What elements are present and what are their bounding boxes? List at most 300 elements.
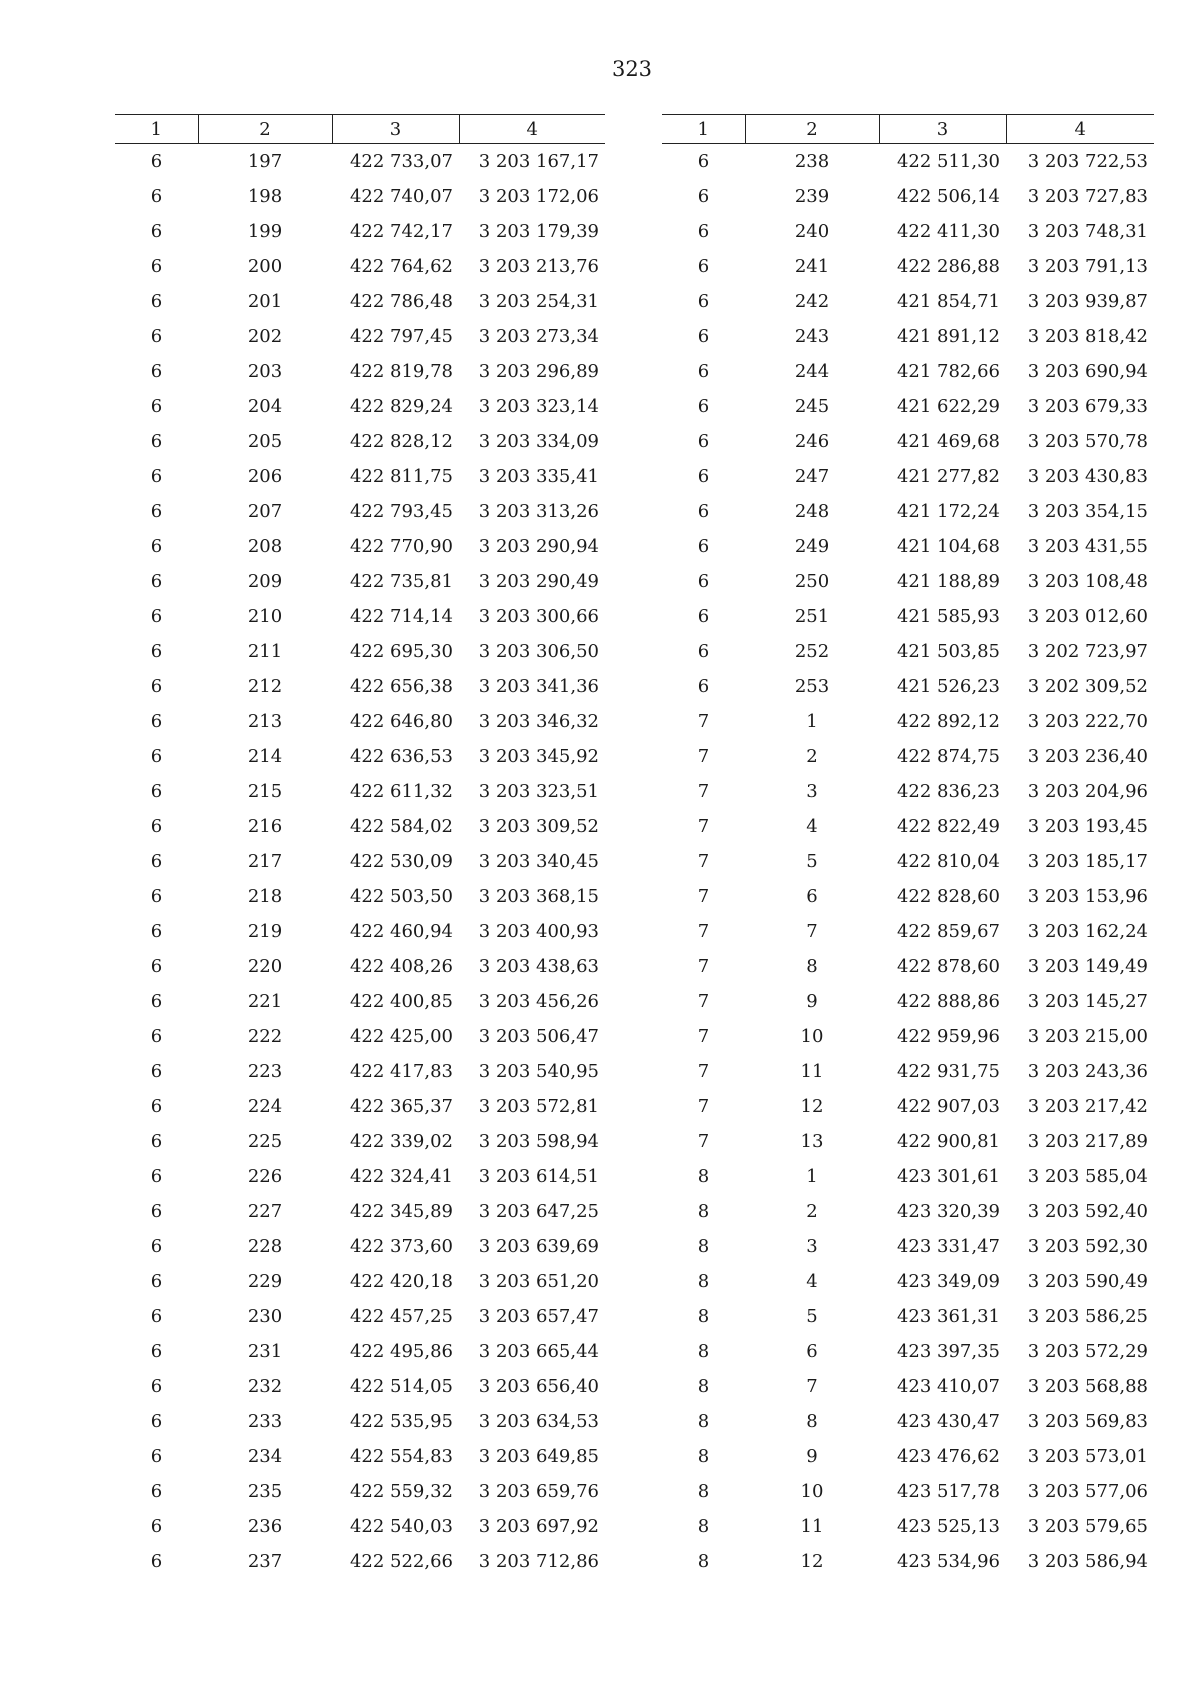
x-coordinate-cell: 422 819,78	[349, 361, 453, 382]
table-row	[662, 1369, 1154, 1404]
table-row	[662, 949, 1154, 984]
y-coordinate-cell: 3 203 172,06	[478, 186, 599, 207]
x-coordinate-cell: 422 530,09	[349, 851, 453, 872]
x-coordinate-cell: 423 430,47	[896, 1411, 1000, 1432]
point-number-cell: 231	[247, 1341, 283, 1362]
table-row	[115, 599, 605, 634]
x-coordinate-cell: 422 460,94	[349, 921, 453, 942]
table-row	[115, 1194, 605, 1229]
x-coordinate-cell: 422 810,04	[896, 851, 1000, 872]
zone-cell: 6	[150, 536, 163, 557]
x-coordinate-cell: 422 828,12	[349, 431, 453, 452]
zone-cell: 6	[697, 291, 710, 312]
zone-cell: 6	[150, 711, 163, 732]
table-row	[662, 459, 1154, 494]
point-number-cell: 236	[247, 1516, 283, 1537]
point-number-cell: 213	[247, 711, 283, 732]
point-number-cell: 222	[247, 1026, 283, 1047]
y-coordinate-cell: 3 203 309,52	[478, 816, 599, 837]
table-row	[662, 879, 1154, 914]
y-coordinate-cell: 3 203 185,17	[1027, 851, 1148, 872]
table-row	[115, 459, 605, 494]
point-number-cell: 206	[247, 466, 283, 487]
y-coordinate-cell: 3 203 313,26	[478, 501, 599, 522]
table-row	[662, 669, 1154, 704]
point-number-cell: 219	[247, 921, 283, 942]
point-number-cell: 250	[794, 571, 830, 592]
y-coordinate-cell: 3 203 818,42	[1027, 326, 1148, 347]
x-coordinate-cell: 423 476,62	[896, 1446, 1000, 1467]
x-coordinate-cell: 422 503,50	[349, 886, 453, 907]
table-row	[115, 424, 605, 459]
point-number-cell: 208	[247, 536, 283, 557]
table-row	[115, 1159, 605, 1194]
column-header-2: 2	[745, 115, 879, 144]
x-coordinate-cell: 422 878,60	[896, 956, 1000, 977]
y-coordinate-cell: 3 203 345,92	[478, 746, 599, 767]
table-row	[115, 389, 605, 424]
table-row	[662, 494, 1154, 529]
table-row	[662, 1019, 1154, 1054]
zone-cell: 8	[697, 1271, 710, 1292]
y-coordinate-cell: 3 202 309,52	[1027, 676, 1148, 697]
table-row	[662, 1509, 1154, 1544]
y-coordinate-cell: 3 203 506,47	[478, 1026, 599, 1047]
zone-cell: 7	[697, 886, 710, 907]
zone-cell: 8	[697, 1166, 710, 1187]
table-row	[115, 1264, 605, 1299]
table-row	[662, 1159, 1154, 1194]
table-row	[115, 844, 605, 879]
point-number-cell: 200	[247, 256, 283, 277]
x-coordinate-cell: 421 854,71	[896, 291, 1000, 312]
point-number-cell: 248	[794, 501, 830, 522]
point-number-cell: 243	[794, 326, 830, 347]
zone-cell: 8	[697, 1446, 710, 1467]
x-coordinate-cell: 422 888,86	[896, 991, 1000, 1012]
x-coordinate-cell: 422 495,86	[349, 1341, 453, 1362]
point-number-cell: 228	[247, 1236, 283, 1257]
table-row	[662, 1054, 1154, 1089]
zone-cell: 7	[697, 816, 710, 837]
table-row	[662, 179, 1154, 214]
zone-cell: 7	[697, 991, 710, 1012]
y-coordinate-cell: 3 203 748,31	[1027, 221, 1148, 242]
x-coordinate-cell: 422 786,48	[349, 291, 453, 312]
x-coordinate-cell: 422 540,03	[349, 1516, 453, 1537]
zone-cell: 7	[697, 851, 710, 872]
y-coordinate-cell: 3 203 213,76	[478, 256, 599, 277]
table-row	[662, 1474, 1154, 1509]
zone-cell: 6	[150, 431, 163, 452]
zone-cell: 6	[150, 1341, 163, 1362]
point-number-cell: 218	[247, 886, 283, 907]
table-row	[115, 1019, 605, 1054]
zone-cell: 6	[150, 991, 163, 1012]
y-coordinate-cell: 3 203 296,89	[478, 361, 599, 382]
y-coordinate-cell: 3 203 108,48	[1027, 571, 1148, 592]
y-coordinate-cell: 3 203 204,96	[1027, 781, 1148, 802]
point-number-cell: 244	[794, 361, 830, 382]
table-row	[662, 634, 1154, 669]
zone-cell: 6	[150, 816, 163, 837]
table-row	[115, 529, 605, 564]
table-row	[662, 284, 1154, 319]
column-header-3: 3	[879, 115, 1006, 144]
x-coordinate-cell: 421 622,29	[896, 396, 1000, 417]
zone-cell: 8	[697, 1376, 710, 1397]
x-coordinate-cell: 421 172,24	[896, 501, 1000, 522]
y-coordinate-cell: 3 203 217,89	[1027, 1131, 1148, 1152]
y-coordinate-cell: 3 203 323,14	[478, 396, 599, 417]
y-coordinate-cell: 3 203 273,34	[478, 326, 599, 347]
point-number-cell: 232	[247, 1376, 283, 1397]
x-coordinate-cell: 422 764,62	[349, 256, 453, 277]
x-coordinate-cell: 422 859,67	[896, 921, 1000, 942]
column-header-2: 2	[198, 115, 332, 144]
y-coordinate-cell: 3 203 012,60	[1027, 606, 1148, 627]
x-coordinate-cell: 422 742,17	[349, 221, 453, 242]
y-coordinate-cell: 3 203 179,39	[478, 221, 599, 242]
x-coordinate-cell: 422 339,02	[349, 1131, 453, 1152]
zone-cell: 7	[697, 711, 710, 732]
table-row	[115, 214, 605, 249]
zone-cell: 8	[697, 1306, 710, 1327]
table-row	[115, 1229, 605, 1264]
table-row	[115, 1369, 605, 1404]
x-coordinate-cell: 423 320,39	[896, 1201, 1000, 1222]
zone-cell: 7	[697, 1096, 710, 1117]
zone-cell: 7	[697, 921, 710, 942]
y-coordinate-cell: 3 203 162,24	[1027, 921, 1148, 942]
column-header-4: 4	[459, 115, 605, 144]
point-number-cell: 5	[806, 851, 818, 872]
point-number-cell: 7	[806, 1376, 818, 1397]
table-row	[115, 669, 605, 704]
point-number-cell: 239	[794, 186, 830, 207]
y-coordinate-cell: 3 203 335,41	[478, 466, 599, 487]
y-coordinate-cell: 3 203 592,40	[1027, 1201, 1148, 1222]
y-coordinate-cell: 3 203 659,76	[478, 1481, 599, 1502]
x-coordinate-cell: 422 907,03	[896, 1096, 1000, 1117]
table-row	[662, 1299, 1154, 1334]
y-coordinate-cell: 3 203 939,87	[1027, 291, 1148, 312]
point-number-cell: 8	[806, 956, 818, 977]
point-number-cell: 203	[247, 361, 283, 382]
table-row	[115, 1439, 605, 1474]
zone-cell: 6	[150, 571, 163, 592]
y-coordinate-cell: 3 203 572,81	[478, 1096, 599, 1117]
x-coordinate-cell: 422 554,83	[349, 1446, 453, 1467]
zone-cell: 6	[150, 326, 163, 347]
zone-cell: 6	[150, 291, 163, 312]
x-coordinate-cell: 422 740,07	[349, 186, 453, 207]
x-coordinate-cell: 423 397,35	[896, 1341, 1000, 1362]
point-number-cell: 10	[800, 1026, 824, 1047]
x-coordinate-cell: 422 656,38	[349, 676, 453, 697]
zone-cell: 6	[150, 221, 163, 242]
zone-cell: 8	[697, 1551, 710, 1572]
table-row	[662, 1124, 1154, 1159]
zone-cell: 6	[697, 606, 710, 627]
zone-cell: 6	[150, 1271, 163, 1292]
zone-cell: 8	[697, 1481, 710, 1502]
zone-cell: 6	[697, 466, 710, 487]
y-coordinate-cell: 3 203 167,17	[478, 151, 599, 172]
point-number-cell: 198	[247, 186, 283, 207]
y-coordinate-cell: 3 203 570,78	[1027, 431, 1148, 452]
zone-cell: 6	[150, 1551, 163, 1572]
y-coordinate-cell: 3 203 290,49	[478, 571, 599, 592]
table-row	[662, 1544, 1154, 1579]
point-number-cell: 216	[247, 816, 283, 837]
y-coordinate-cell: 3 203 697,92	[478, 1516, 599, 1537]
y-coordinate-cell: 3 203 649,85	[478, 1446, 599, 1467]
table-row	[662, 774, 1154, 809]
x-coordinate-cell: 422 511,30	[896, 151, 1000, 172]
y-coordinate-cell: 3 203 579,65	[1027, 1516, 1148, 1537]
point-number-cell: 214	[247, 746, 283, 767]
x-coordinate-cell: 421 585,93	[896, 606, 1000, 627]
table-row	[662, 424, 1154, 459]
zone-cell: 6	[150, 1306, 163, 1327]
y-coordinate-cell: 3 203 290,94	[478, 536, 599, 557]
zone-cell: 6	[150, 676, 163, 697]
x-coordinate-cell: 422 584,02	[349, 816, 453, 837]
y-coordinate-cell: 3 203 430,83	[1027, 466, 1148, 487]
table-row	[115, 1334, 605, 1369]
x-coordinate-cell: 422 829,24	[349, 396, 453, 417]
point-number-cell: 252	[794, 641, 830, 662]
x-coordinate-cell: 422 522,66	[349, 1551, 453, 1572]
x-coordinate-cell: 422 828,60	[896, 886, 1000, 907]
point-number-cell: 240	[794, 221, 830, 242]
y-coordinate-cell: 3 203 149,49	[1027, 956, 1148, 977]
zone-cell: 6	[697, 536, 710, 557]
point-number-cell: 4	[806, 1271, 818, 1292]
x-coordinate-cell: 422 400,85	[349, 991, 453, 1012]
table-row	[662, 1439, 1154, 1474]
x-coordinate-cell: 422 636,53	[349, 746, 453, 767]
point-number-cell: 205	[247, 431, 283, 452]
table-row	[662, 1194, 1154, 1229]
table-body-right	[662, 144, 1154, 1580]
y-coordinate-cell: 3 203 592,30	[1027, 1236, 1148, 1257]
zone-cell: 6	[150, 1061, 163, 1082]
table-row	[115, 1509, 605, 1544]
y-coordinate-cell: 3 203 306,50	[478, 641, 599, 662]
zone-cell: 6	[150, 361, 163, 382]
zone-cell: 6	[150, 1026, 163, 1047]
zone-cell: 7	[697, 781, 710, 802]
zone-cell: 8	[697, 1516, 710, 1537]
point-number-cell: 247	[794, 466, 830, 487]
x-coordinate-cell: 423 410,07	[896, 1376, 1000, 1397]
table-row	[115, 319, 605, 354]
y-coordinate-cell: 3 203 647,25	[478, 1201, 599, 1222]
zone-cell: 6	[150, 1201, 163, 1222]
table-row	[662, 844, 1154, 879]
y-coordinate-cell: 3 203 727,83	[1027, 186, 1148, 207]
point-number-cell: 237	[247, 1551, 283, 1572]
coordinates-table-right	[662, 114, 1154, 1579]
zone-cell: 8	[697, 1201, 710, 1222]
point-number-cell: 199	[247, 221, 283, 242]
zone-cell: 6	[150, 396, 163, 417]
point-number-cell: 3	[806, 1236, 818, 1257]
x-coordinate-cell: 422 535,95	[349, 1411, 453, 1432]
x-coordinate-cell: 422 425,00	[349, 1026, 453, 1047]
y-coordinate-cell: 3 203 569,83	[1027, 1411, 1148, 1432]
zone-cell: 6	[150, 1481, 163, 1502]
zone-cell: 6	[150, 1131, 163, 1152]
point-number-cell: 3	[806, 781, 818, 802]
point-number-cell: 10	[800, 1481, 824, 1502]
table-row	[662, 704, 1154, 739]
table-row	[115, 1474, 605, 1509]
point-number-cell: 245	[794, 396, 830, 417]
y-coordinate-cell: 3 203 568,88	[1027, 1376, 1148, 1397]
column-header-1: 1	[662, 115, 745, 144]
y-coordinate-cell: 3 203 254,31	[478, 291, 599, 312]
y-coordinate-cell: 3 203 598,94	[478, 1131, 599, 1152]
point-number-cell: 2	[806, 746, 818, 767]
y-coordinate-cell: 3 203 573,01	[1027, 1446, 1148, 1467]
x-coordinate-cell: 422 793,45	[349, 501, 453, 522]
table-row	[115, 494, 605, 529]
point-number-cell: 6	[806, 1341, 818, 1362]
table-row	[115, 634, 605, 669]
x-coordinate-cell: 422 345,89	[349, 1201, 453, 1222]
y-coordinate-cell: 3 203 651,20	[478, 1271, 599, 1292]
y-coordinate-cell: 3 203 215,00	[1027, 1026, 1148, 1047]
x-coordinate-cell: 422 646,80	[349, 711, 453, 732]
table-row	[115, 739, 605, 774]
table-row	[115, 1299, 605, 1334]
x-coordinate-cell: 421 891,12	[896, 326, 1000, 347]
y-coordinate-cell: 3 203 679,33	[1027, 396, 1148, 417]
y-coordinate-cell: 3 203 690,94	[1027, 361, 1148, 382]
point-number-cell: 212	[247, 676, 283, 697]
x-coordinate-cell: 423 349,09	[896, 1271, 1000, 1292]
y-coordinate-cell: 3 203 572,29	[1027, 1341, 1148, 1362]
zone-cell: 7	[697, 746, 710, 767]
y-coordinate-cell: 3 203 346,32	[478, 711, 599, 732]
point-number-cell: 235	[247, 1481, 283, 1502]
point-number-cell: 229	[247, 1271, 283, 1292]
point-number-cell: 209	[247, 571, 283, 592]
coordinates-table-left	[115, 114, 605, 1579]
point-number-cell: 197	[247, 151, 283, 172]
x-coordinate-cell: 422 900,81	[896, 1131, 1000, 1152]
x-coordinate-cell: 422 611,32	[349, 781, 453, 802]
table-row	[662, 389, 1154, 424]
y-coordinate-cell: 3 203 791,13	[1027, 256, 1148, 277]
x-coordinate-cell: 423 534,96	[896, 1551, 1000, 1572]
point-number-cell: 202	[247, 326, 283, 347]
x-coordinate-cell: 422 420,18	[349, 1271, 453, 1292]
y-coordinate-cell: 3 203 236,40	[1027, 746, 1148, 767]
point-number-cell: 6	[806, 886, 818, 907]
point-number-cell: 230	[247, 1306, 283, 1327]
point-number-cell: 2	[806, 1201, 818, 1222]
x-coordinate-cell: 422 506,14	[896, 186, 1000, 207]
x-coordinate-cell: 421 526,23	[896, 676, 1000, 697]
zone-cell: 6	[697, 571, 710, 592]
point-number-cell: 1	[806, 1166, 818, 1187]
point-number-cell: 211	[247, 641, 283, 662]
point-number-cell: 242	[794, 291, 830, 312]
table-row	[115, 914, 605, 949]
x-coordinate-cell: 422 373,60	[349, 1236, 453, 1257]
table-row	[662, 1264, 1154, 1299]
table-row	[662, 739, 1154, 774]
zone-cell: 6	[697, 501, 710, 522]
y-coordinate-cell: 3 203 614,51	[478, 1166, 599, 1187]
table-row	[662, 1404, 1154, 1439]
y-coordinate-cell: 3 203 456,26	[478, 991, 599, 1012]
x-coordinate-cell: 422 797,45	[349, 326, 453, 347]
zone-cell: 6	[150, 956, 163, 977]
x-coordinate-cell: 421 188,89	[896, 571, 1000, 592]
x-coordinate-cell: 423 331,47	[896, 1236, 1000, 1257]
x-coordinate-cell: 422 417,83	[349, 1061, 453, 1082]
y-coordinate-cell: 3 203 438,63	[478, 956, 599, 977]
point-number-cell: 4	[806, 816, 818, 837]
zone-cell: 6	[697, 151, 710, 172]
y-coordinate-cell: 3 202 723,97	[1027, 641, 1148, 662]
table-row	[115, 179, 605, 214]
point-number-cell: 224	[247, 1096, 283, 1117]
column-header-3: 3	[332, 115, 459, 144]
table-row	[115, 284, 605, 319]
zone-cell: 6	[697, 256, 710, 277]
x-coordinate-cell: 422 457,25	[349, 1306, 453, 1327]
y-coordinate-cell: 3 203 634,53	[478, 1411, 599, 1432]
table-row	[662, 354, 1154, 389]
y-coordinate-cell: 3 203 665,44	[478, 1341, 599, 1362]
y-coordinate-cell: 3 203 222,70	[1027, 711, 1148, 732]
x-coordinate-cell: 422 411,30	[896, 221, 1000, 242]
y-coordinate-cell: 3 203 586,25	[1027, 1306, 1148, 1327]
table-row	[115, 879, 605, 914]
zone-cell: 8	[697, 1236, 710, 1257]
point-number-cell: 220	[247, 956, 283, 977]
y-coordinate-cell: 3 203 323,51	[478, 781, 599, 802]
point-number-cell: 9	[806, 991, 818, 1012]
x-coordinate-cell: 422 874,75	[896, 746, 1000, 767]
zone-cell: 6	[150, 886, 163, 907]
x-coordinate-cell: 422 559,32	[349, 1481, 453, 1502]
y-coordinate-cell: 3 203 145,27	[1027, 991, 1148, 1012]
zone-cell: 7	[697, 1061, 710, 1082]
zone-cell: 6	[697, 396, 710, 417]
zone-cell: 6	[697, 641, 710, 662]
zone-cell: 6	[697, 361, 710, 382]
x-coordinate-cell: 422 324,41	[349, 1166, 453, 1187]
table-row	[662, 214, 1154, 249]
zone-cell: 6	[150, 1516, 163, 1537]
x-coordinate-cell: 421 469,68	[896, 431, 1000, 452]
x-coordinate-cell: 422 514,05	[349, 1376, 453, 1397]
point-number-cell: 1	[806, 711, 818, 732]
zone-cell: 6	[150, 606, 163, 627]
zone-cell: 8	[697, 1341, 710, 1362]
x-coordinate-cell: 422 408,26	[349, 956, 453, 977]
zone-cell: 7	[697, 956, 710, 977]
y-coordinate-cell: 3 203 243,36	[1027, 1061, 1148, 1082]
x-coordinate-cell: 422 770,90	[349, 536, 453, 557]
